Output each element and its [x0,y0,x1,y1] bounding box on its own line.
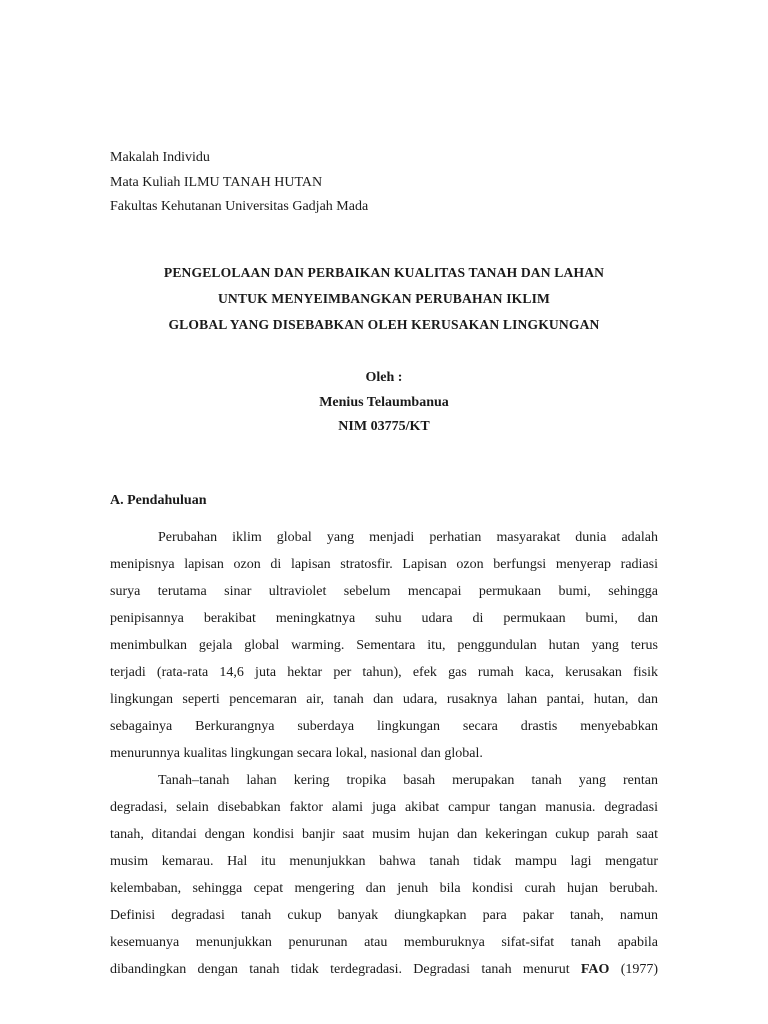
header-line-assignment-type: Makalah Individu [110,150,210,165]
paragraph-line: degradasi, selain disebabkan faktor alami juga akibat campur tangan manusia. degradasi [110,800,658,815]
citation-year: (1977) [620,962,659,977]
title-line-2: UNTUK MENYEIMBANGKAN PERUBAHAN IKLIM [217,291,551,306]
paragraph-1 [110,524,658,767]
author-block [0,366,768,440]
paragraph-line: Perubahan iklim global yang menjadi perhatian masyarakat dunia adalah [158,530,658,545]
paragraph-line-last [110,956,658,983]
paragraph-line: terjadi (rata-rata 14,6 juta hektar per tahun), efek gas rumah kaca, kerusakan fisik [110,665,658,680]
author-by-label: Oleh : [365,370,403,385]
author-nim: NIM 03775/KT [338,419,430,434]
paragraph-line: lingkungan seperti pencemaran air, tanah dan udara, rusaknya lahan pantai, hutan, dan [110,692,658,707]
paragraph-line: Definisi degradasi tanah cukup banyak diungkapkan para pakar tanah, namun [110,908,658,923]
paragraph-line: tanah, ditandai dengan kondisi banjir saat musim hujan dan kekeringan cukup parah saat [110,827,658,842]
title-line-3: GLOBAL YANG DISEBABKAN OLEH KERUSAKAN LINGKUNGAN [168,317,600,332]
paragraph-line: menipisnya lapisan ozon di lapisan stratosfir. Lapisan ozon berfungsi menyerap radiasi [110,557,658,572]
header-line-faculty: Fakultas Kehutanan Universitas Gadjah Mada [110,199,369,214]
paragraph-line: kesemuanya menunjukkan penurunan atau memburuknya sifat-sifat tanah apabila [110,935,658,950]
paragraph-line: menimbulkan gejala global warming. Sementara itu, penggundulan hutan yang terus [110,638,658,653]
author-name: Menius Telaumbanua [319,394,449,410]
document-header [110,146,368,220]
document-title [0,260,768,338]
paragraph-line: surya terutama sinar ultraviolet sebelum mencapai permukaan bumi, sehingga [110,584,658,599]
header-line-course: Mata Kuliah ILMU TANAH HUTAN [110,174,323,190]
paragraph-line: penipisannya berakibat meningkatnya suhu udara di permukaan bumi, dan [110,611,658,626]
section-heading: A. Pendahuluan [110,493,207,508]
line-text-before: dibandingkan dengan tanah tidak terdegradasi. Degradasi tanah menurut [110,962,570,977]
title-line-1: PENGELOLAAN DAN PERBAIKAN KUALITAS TANAH DAN LAHAN [163,265,605,280]
paragraph-2 [110,767,658,983]
paragraph-line: Tanah–tanah lahan kering tropika basah merupakan tanah yang rentan [158,773,658,788]
paragraph-line: kelembaban, sehingga cepat mengering dan jenuh bila kondisi curah hujan berubah. [110,881,658,896]
paragraph-line: musim kemarau. Hal itu menunjukkan bahwa tanah tidak mampu lagi mengatur [110,854,658,869]
paragraph-line: sebagainya Berkurangnya suberdaya lingkungan secara drastis menyebabkan [110,719,658,734]
paragraph-line: menurunnya kualitas lingkungan secara lokal, nasional dan global. [110,746,483,761]
citation-fao: FAO [580,962,610,977]
body-text [110,524,658,983]
